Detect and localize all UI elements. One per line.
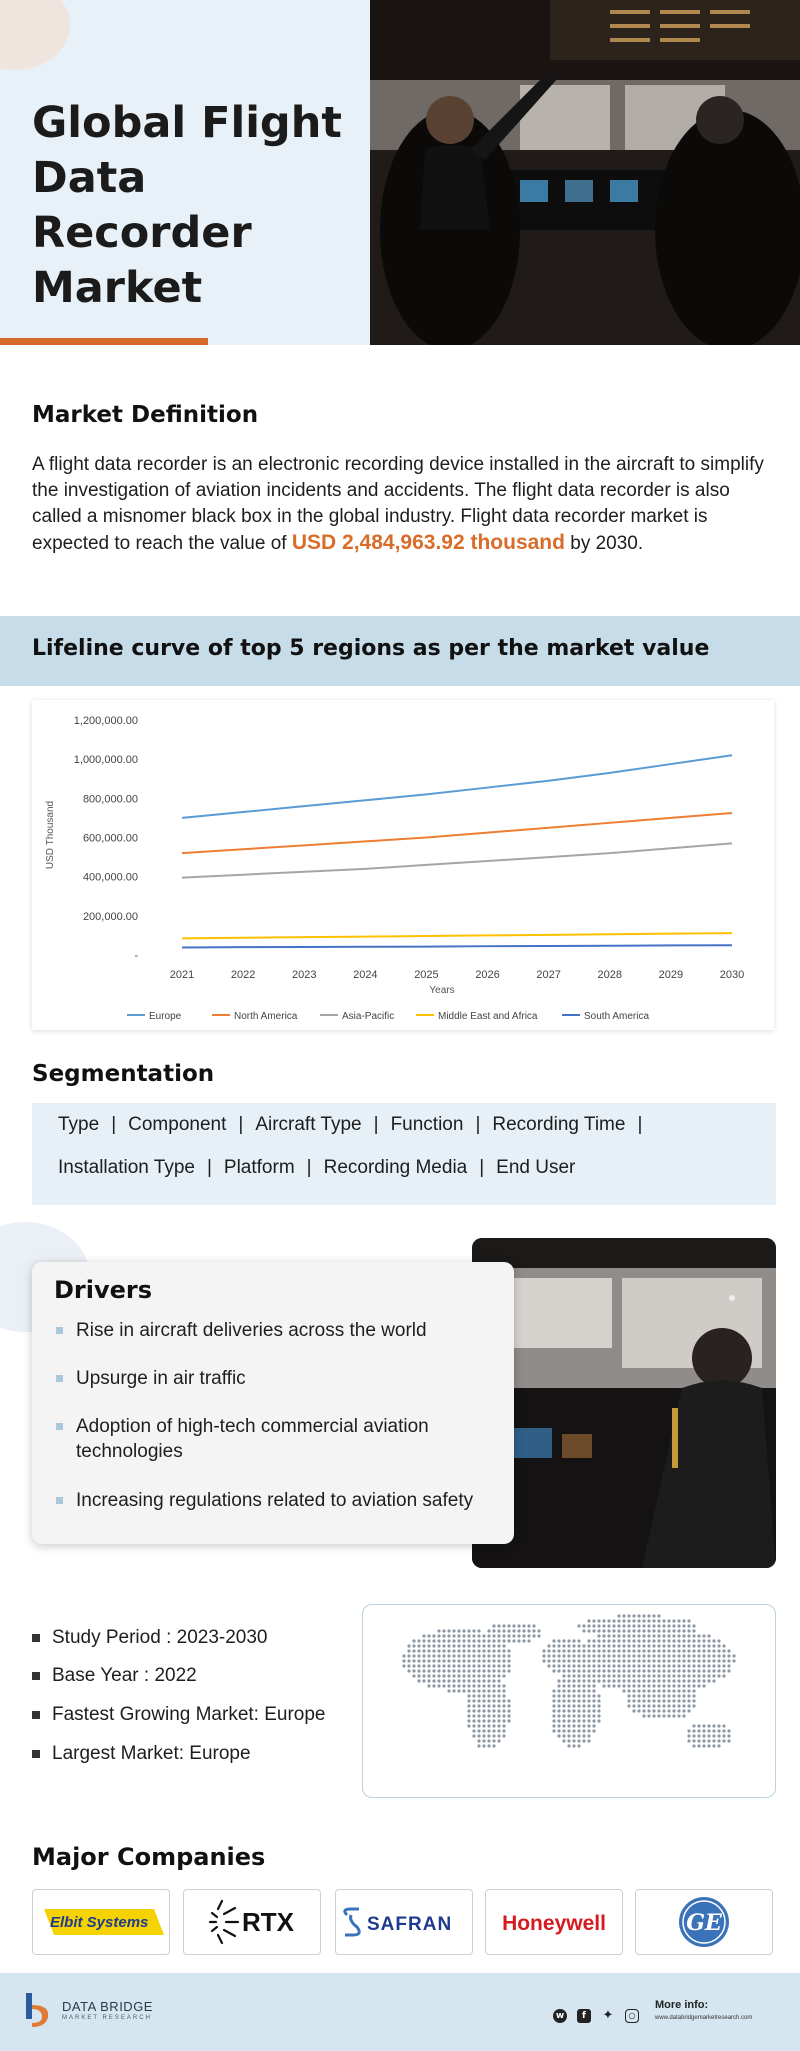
brand-tagline: MARKET RESEARCH xyxy=(62,2015,152,2021)
y-tick-label: 1,200,000.00 xyxy=(73,715,138,727)
line-chart-svg xyxy=(32,700,774,1030)
rtx-burst-icon xyxy=(210,1901,238,1943)
separator: | xyxy=(238,1114,244,1135)
lifeline-band xyxy=(0,616,800,686)
separator: | xyxy=(111,1114,117,1135)
market-definition-heading: Market Definition xyxy=(32,402,259,428)
segment-recording-media: Recording Media xyxy=(323,1157,468,1178)
separator: | xyxy=(373,1114,379,1135)
fact-study-period: Study Period : 2023-2030 xyxy=(32,1627,268,1649)
lifeline-heading: Lifeline curve of top 5 regions as per the market value xyxy=(32,636,710,661)
world-map xyxy=(362,1604,776,1798)
instagram-icon[interactable]: ○ xyxy=(625,2009,639,2023)
decorative-blob xyxy=(0,0,70,70)
world-map-dots xyxy=(363,1605,776,1798)
x-tick-label: 2028 xyxy=(597,969,623,981)
separator: | xyxy=(206,1157,212,1178)
x-tick-label: 2029 xyxy=(658,969,684,981)
segment-end-user: End User xyxy=(496,1157,576,1178)
twitter-icon[interactable]: ✦ xyxy=(602,2008,614,2023)
safran-label: SAFRAN xyxy=(367,1914,453,1935)
separator: | xyxy=(306,1157,312,1178)
market-definition-text xyxy=(32,452,782,557)
major-companies-heading: Major Companies xyxy=(32,1843,266,1871)
x-tick-label: 2025 xyxy=(414,969,439,981)
segmentation-row-2 xyxy=(58,1157,575,1179)
pilot-photo xyxy=(472,1238,776,1568)
legend-label: North America xyxy=(234,1011,298,1022)
x-tick-label: 2021 xyxy=(169,969,195,981)
fact-base-year: Base Year : 2022 xyxy=(32,1665,197,1687)
y-tick-label: 600,000.00 xyxy=(82,832,138,845)
series-line-south-america xyxy=(182,945,732,947)
segment-function: Function xyxy=(390,1114,464,1135)
segmentation-box xyxy=(32,1103,776,1205)
ge-label: GE xyxy=(686,1910,722,1936)
x-axis-label: Years xyxy=(429,985,455,996)
hero-banner xyxy=(0,0,800,345)
facebook-icon[interactable]: f xyxy=(577,2009,591,2023)
segment-aircraft-type: Aircraft Type xyxy=(255,1114,362,1135)
data-bridge-logo-icon xyxy=(24,1991,56,2031)
segment-recording-time: Recording Time xyxy=(492,1114,626,1135)
page-title: Global Flight Data Recorder Market xyxy=(32,98,342,313)
x-tick-label: 2026 xyxy=(475,969,500,981)
separator: | xyxy=(475,1114,481,1135)
website-link[interactable]: www.databridgemarketresearch.com xyxy=(655,2015,753,2021)
segment-installation-type: Installation Type xyxy=(58,1157,195,1178)
drivers-heading: Drivers xyxy=(54,1276,153,1304)
separator: | xyxy=(479,1157,485,1178)
logo-ge xyxy=(635,1889,773,1955)
x-tick-label: 2024 xyxy=(353,969,378,981)
logo-honeywell xyxy=(485,1889,623,1955)
y-tick-label: - xyxy=(134,950,138,962)
legend-label: Asia-Pacific xyxy=(342,1011,395,1022)
segment-component: Component xyxy=(128,1114,227,1135)
elbit-label: Elbit Systems xyxy=(50,1914,149,1931)
x-tick-label: 2027 xyxy=(536,969,561,981)
legend-label: South America xyxy=(584,1011,650,1022)
x-tick-label: 2030 xyxy=(719,969,745,981)
accent-bar xyxy=(0,338,208,345)
segment-platform: Platform xyxy=(223,1157,295,1178)
logo-elbit-systems xyxy=(32,1889,170,1955)
y-tick-label: 800,000.00 xyxy=(82,793,138,806)
legend-label: Europe xyxy=(149,1011,182,1022)
y-tick-label: 200,000.00 xyxy=(82,910,138,923)
rtx-label: RTX xyxy=(242,1907,294,1937)
footer xyxy=(0,1973,800,2051)
honeywell-label: Honeywell xyxy=(502,1912,606,1935)
fact-largest-market: Largest Market: Europe xyxy=(32,1743,251,1765)
segmentation-heading: Segmentation xyxy=(32,1061,215,1087)
y-tick-label: 1,000,000.00 xyxy=(73,754,138,767)
series-line-europe xyxy=(182,755,732,818)
brand-name: DATA BRIDGE xyxy=(62,1999,153,2014)
safran-mark-icon xyxy=(345,1909,360,1935)
series-line-middle-east-and-africa xyxy=(182,933,732,938)
logo-safran xyxy=(335,1889,473,1955)
driver-item: Rise in aircraft deliveries across the world xyxy=(54,1318,504,1343)
segmentation-row-1 xyxy=(58,1114,654,1136)
y-axis-label: USD Thousand xyxy=(45,800,56,870)
y-tick-label: 400,000.00 xyxy=(82,871,138,884)
market-value-highlight: USD 2,484,963.92 thousand xyxy=(291,531,565,554)
fact-fastest-growing: Fastest Growing Market: Europe xyxy=(32,1704,326,1726)
more-info-label: More info: xyxy=(655,1999,709,2011)
whatsapp-icon[interactable]: w xyxy=(553,2009,567,2023)
x-tick-label: 2022 xyxy=(230,969,256,981)
driver-item: Adoption of high-tech commercial aviation technologies xyxy=(54,1414,474,1464)
segment-type: Type xyxy=(58,1114,100,1135)
legend-label: Middle East and Africa xyxy=(438,1011,538,1022)
definition-text-before: A flight data recorder is an electronic recording device installed in the aircraft to simplify the investigation of aviation incidents and accidents. The flight data recorder is also called a misnomer black box in the global industry. Flight data recorder market is expected to reach the value of xyxy=(32,454,764,554)
driver-item: Upsurge in air traffic xyxy=(54,1366,504,1391)
separator: | xyxy=(637,1114,643,1135)
cockpit-photo xyxy=(370,0,800,345)
definition-text-after: by 2030. xyxy=(564,533,644,554)
series-line-north-america xyxy=(182,813,732,853)
drivers-card xyxy=(32,1262,514,1544)
driver-item: Increasing regulations related to aviation safety xyxy=(54,1488,504,1513)
x-tick-label: 2023 xyxy=(291,969,317,981)
lifeline-chart xyxy=(32,700,774,1030)
logo-rtx xyxy=(183,1889,321,1955)
